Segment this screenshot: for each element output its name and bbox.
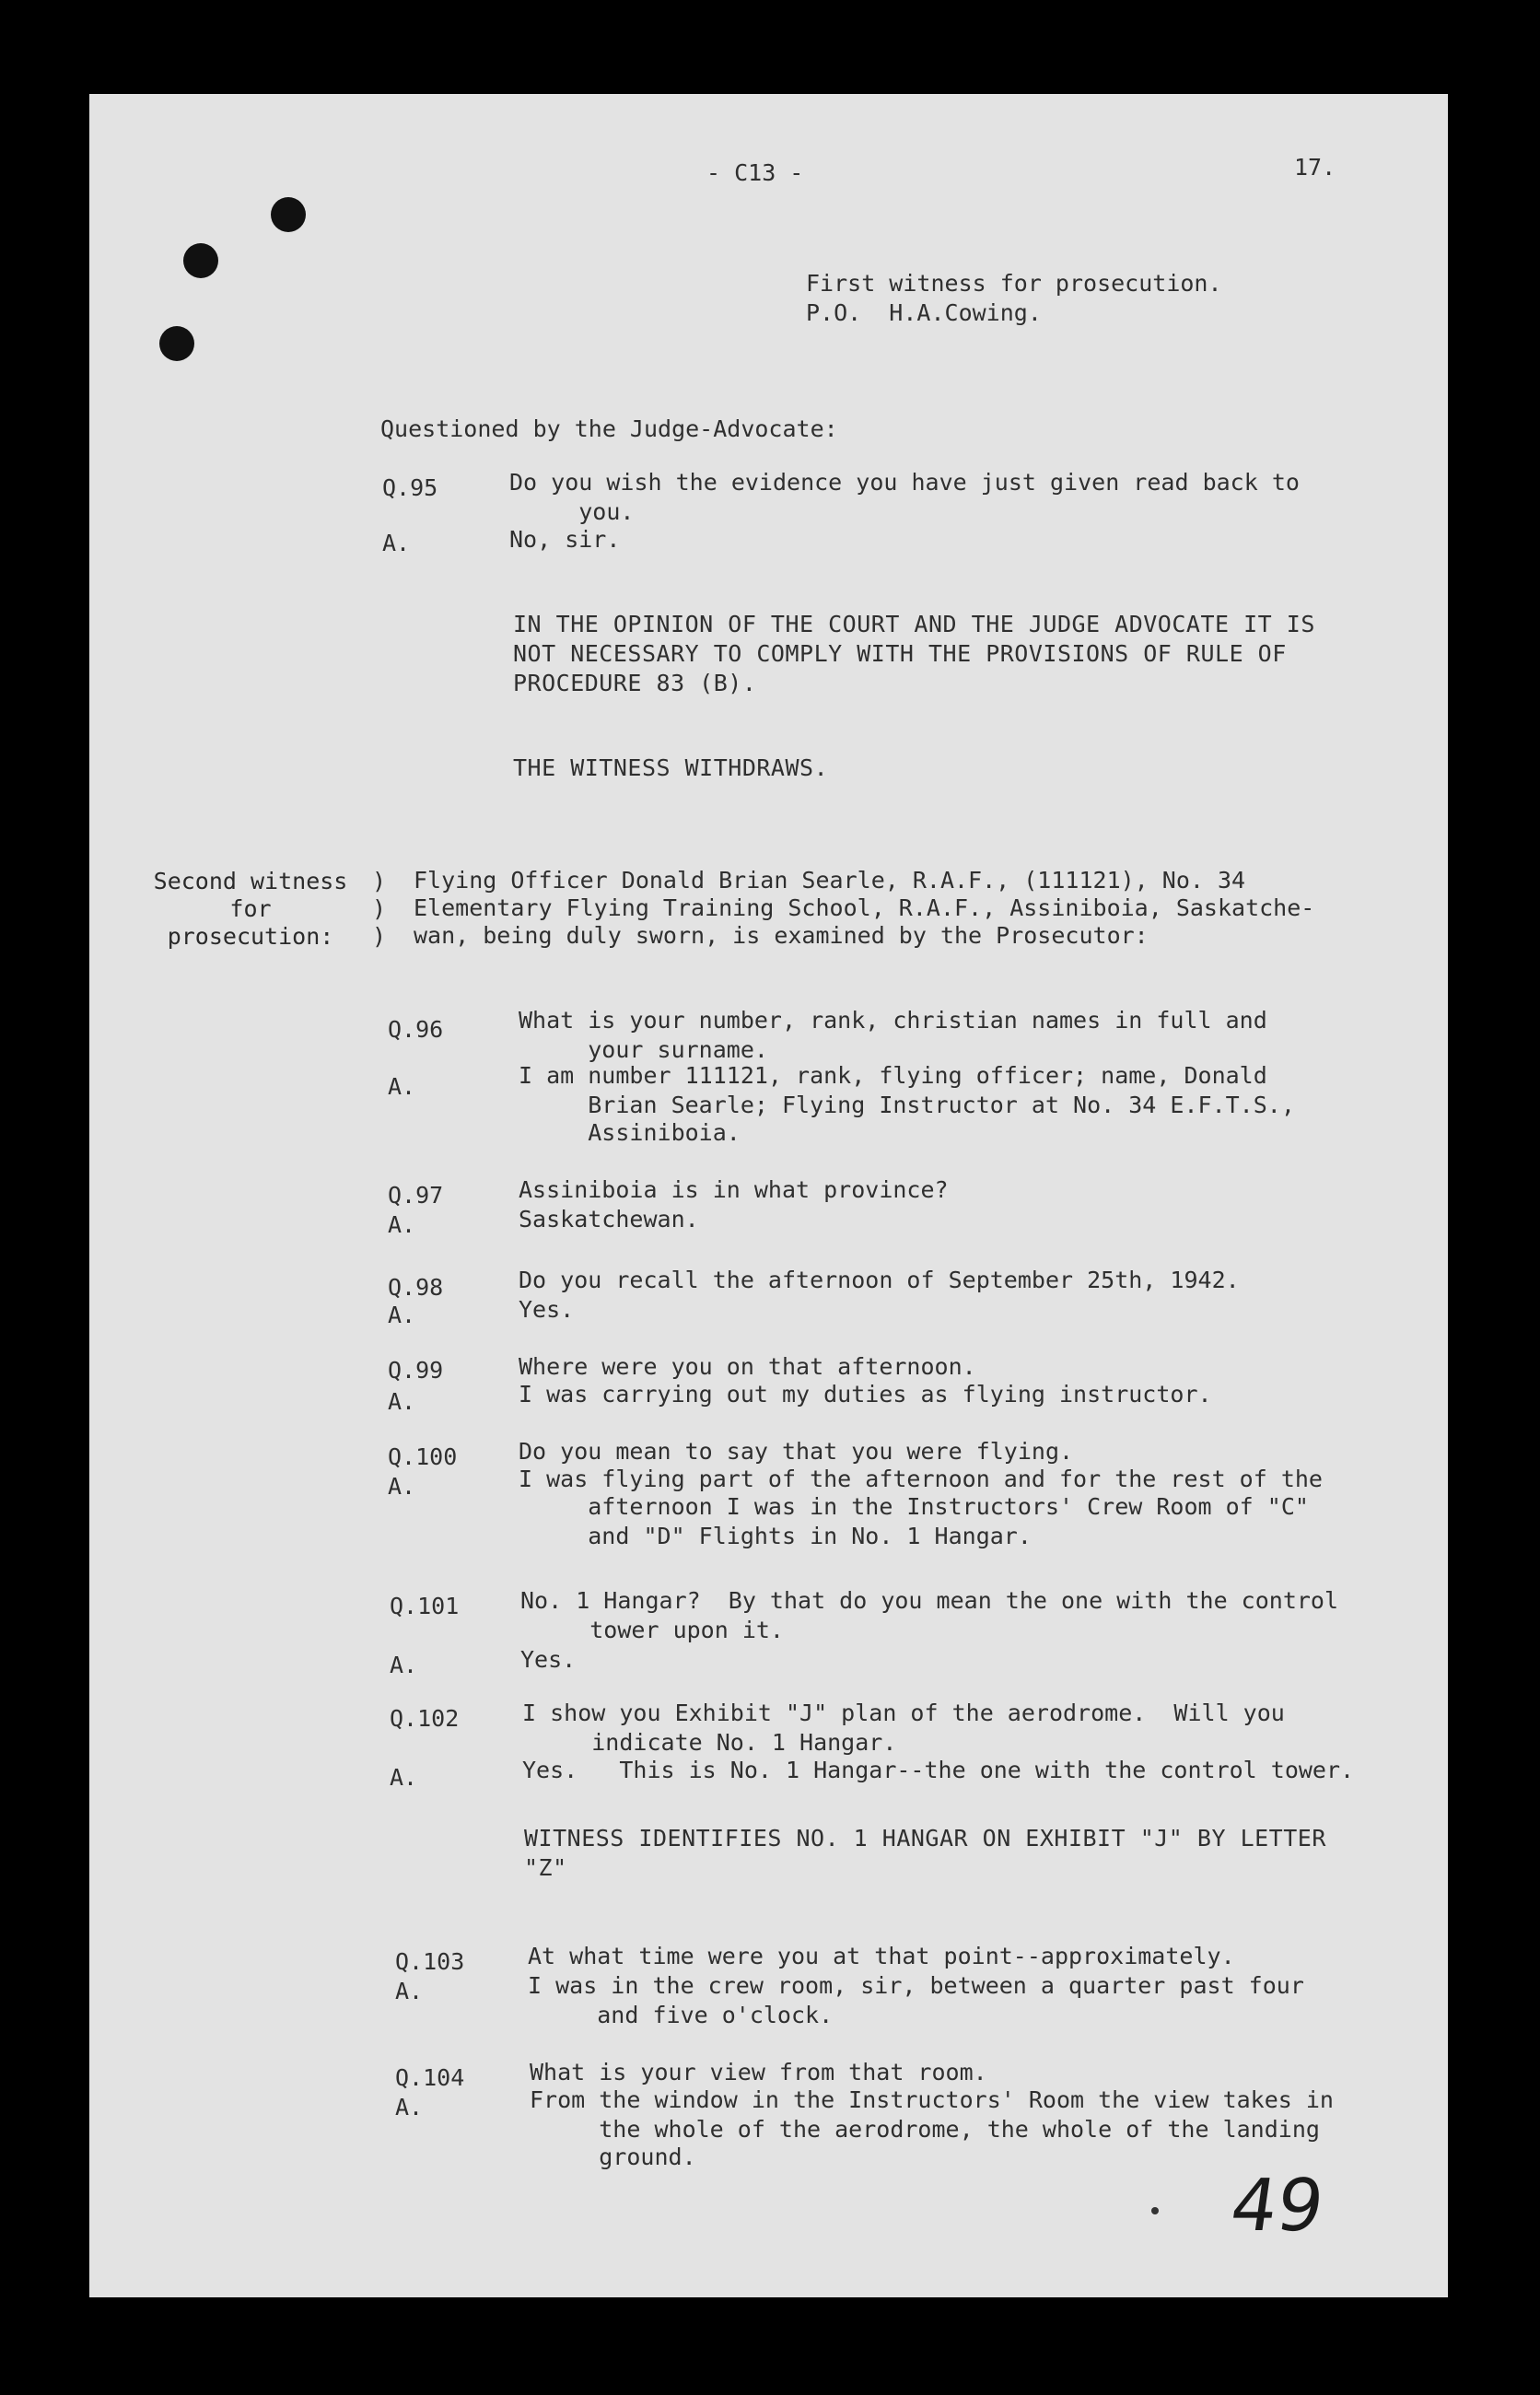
handwritten-page-number: 49 xyxy=(1225,2165,1329,2248)
answer-label: A. xyxy=(388,1211,416,1238)
question-line: No. 1 Hangar? By that do you mean the one with the control xyxy=(520,1587,1339,1614)
withdraws-line: THE WITNESS WITHDRAWS. xyxy=(513,754,829,781)
ruling-line: IN THE OPINION OF THE COURT AND THE JUDGE ADVOCATE IT IS xyxy=(513,611,1315,637)
answer-line: Yes. This is No. 1 Hangar--the one with the control tower. xyxy=(522,1757,1355,1783)
answer-line: I was in the crew room, sir, between a quarter past four xyxy=(528,1972,1304,1999)
qa-label: A. xyxy=(382,530,411,556)
answer-label: A. xyxy=(388,1473,416,1500)
qa-line: No, sir. xyxy=(509,526,621,553)
margin-label: Second witness xyxy=(153,868,348,894)
answer-line: ground. xyxy=(530,2144,696,2170)
question-line: tower upon it. xyxy=(520,1617,784,1643)
ruling-line: NOT NECESSARY TO COMPLY WITH THE PROVISIONS OF RULE OF xyxy=(513,640,1287,667)
question-label: Q.100 xyxy=(388,1443,458,1470)
paren: ) xyxy=(372,895,387,922)
answer-label: A. xyxy=(395,2094,424,2120)
question-line: Do you mean to say that you were flying. xyxy=(519,1438,1074,1465)
answer-line: and "D" Flights in No. 1 Hangar. xyxy=(519,1523,1032,1549)
question-label: Q.102 xyxy=(390,1705,460,1732)
heading-line2: P.O. H.A.Cowing. xyxy=(806,299,1042,326)
ruling-line: PROCEDURE 83 (B). xyxy=(513,670,757,696)
question-line: What is your number, rank, christian names in full and xyxy=(519,1007,1267,1034)
margin-label: for xyxy=(229,895,272,922)
question-line: Assiniboia is in what province? xyxy=(519,1176,949,1203)
qa-label: Q.95 xyxy=(382,474,438,501)
question-label: Q.97 xyxy=(388,1182,444,1209)
question-line: I show you Exhibit "J" plan of the aerodrome. Will you xyxy=(522,1700,1285,1726)
question-label: Q.96 xyxy=(388,1016,444,1043)
punch-hole xyxy=(159,326,194,361)
qa-line: Do you wish the evidence you have just given read back to xyxy=(509,469,1300,496)
answer-line: Saskatchewan. xyxy=(519,1206,699,1233)
answer-label: A. xyxy=(388,1302,416,1328)
answer-label: A. xyxy=(390,1652,418,1678)
identify-line: WITNESS IDENTIFIES NO. 1 HANGAR ON EXHIBIT "J" BY LETTER xyxy=(524,1825,1326,1852)
punch-hole xyxy=(271,197,306,232)
answer-label: A. xyxy=(388,1388,416,1415)
heading-line1: First witness for prosecution. xyxy=(806,270,1222,297)
question-line: indicate No. 1 Hangar. xyxy=(522,1729,897,1756)
answer-label: A. xyxy=(395,1978,424,2004)
answer-line: Brian Searle; Flying Instructor at No. 34 E.F.T.S., xyxy=(519,1092,1295,1118)
question-line: your surname. xyxy=(519,1036,768,1063)
question-line: What is your view from that room. xyxy=(530,2059,987,2085)
answer-label: A. xyxy=(390,1764,418,1791)
answer-line: Yes. xyxy=(520,1646,577,1673)
punch-hole xyxy=(183,243,218,278)
answer-line: afternoon I was in the Instructors' Crew Room of "C" xyxy=(519,1493,1309,1520)
question-label: Q.99 xyxy=(388,1357,444,1384)
witness-intro-line: Flying Officer Donald Brian Searle, R.A.F., (111121), No. 34 xyxy=(414,867,1246,894)
page-code: - C13 - xyxy=(706,159,804,186)
identify-line: "Z" xyxy=(524,1854,567,1881)
paren: ) xyxy=(372,923,387,950)
answer-line: Yes. xyxy=(519,1296,575,1323)
answer-label: A. xyxy=(388,1073,416,1100)
answer-line: I am number 111121, rank, flying officer; name, Donald xyxy=(519,1062,1267,1089)
answer-line: and five o'clock. xyxy=(528,2002,834,2028)
ink-dot xyxy=(1151,2207,1159,2214)
answer-line: Assiniboia. xyxy=(519,1119,741,1146)
answer-line: the whole of the aerodrome, the whole of the landing xyxy=(530,2116,1320,2143)
question-label: Q.101 xyxy=(390,1593,460,1619)
question-line: At what time were you at that point--approximately. xyxy=(528,1943,1235,1969)
document-page xyxy=(89,94,1448,2297)
page-number: 17. xyxy=(1294,154,1336,181)
question-line: Do you recall the afternoon of September 25th, 1942. xyxy=(519,1267,1240,1293)
witness-intro-line: wan, being duly sworn, is examined by the Prosecutor: xyxy=(414,922,1149,949)
witness-intro-line: Elementary Flying Training School, R.A.F., Assiniboia, Saskatche- xyxy=(414,894,1315,921)
question-label: Q.98 xyxy=(388,1274,444,1301)
margin-label: prosecution: xyxy=(167,923,334,950)
question-line: Where were you on that afternoon. xyxy=(519,1353,976,1380)
question-label: Q.104 xyxy=(395,2064,465,2091)
answer-line: I was carrying out my duties as flying instructor. xyxy=(519,1381,1212,1408)
question-label: Q.103 xyxy=(395,1948,465,1975)
answer-line: From the window in the Instructors' Room the view takes in xyxy=(530,2086,1334,2113)
section-intro: Questioned by the Judge-Advocate: xyxy=(380,415,838,442)
paren: ) xyxy=(372,868,387,894)
qa-line: you. xyxy=(509,498,635,525)
answer-line: I was flying part of the afternoon and for the rest of the xyxy=(519,1466,1323,1492)
